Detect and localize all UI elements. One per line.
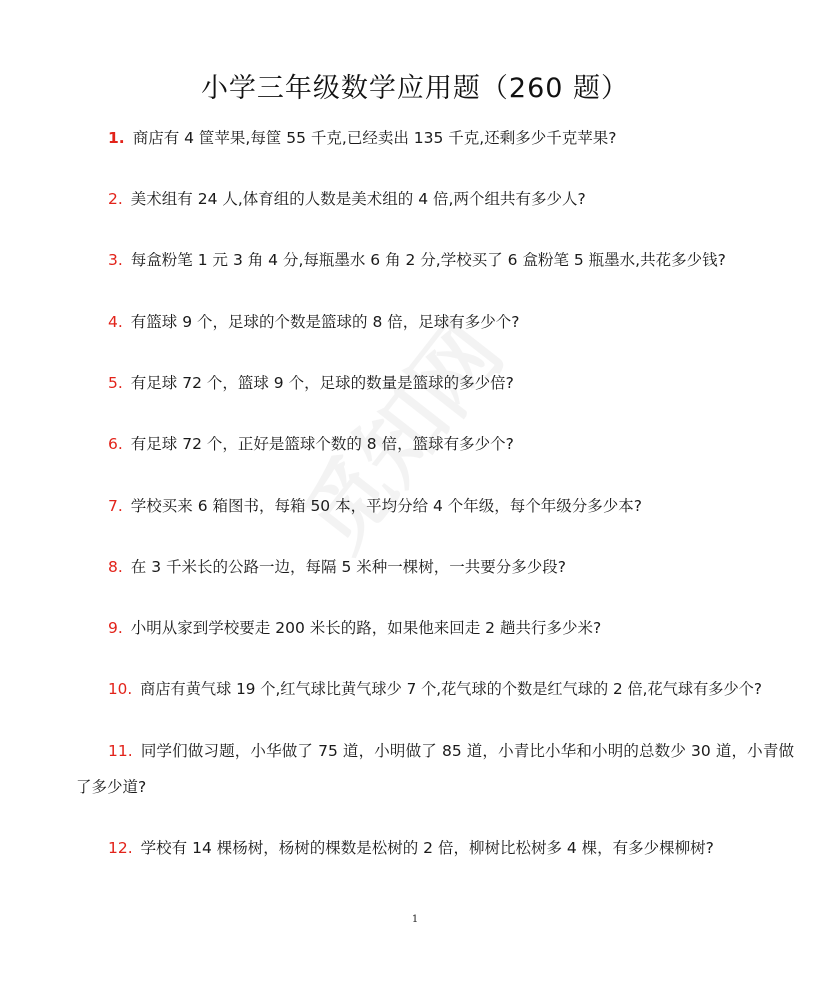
question-text: 每盒粉笔 1 元 3 角 4 分,每瓶墨水 6 角 2 分,学校买了 6 盒粉笔 5 瓶墨水,共花多少钱? (130, 251, 726, 269)
question-number: 10. (108, 680, 133, 698)
question-11 (76, 733, 794, 805)
question-number: 8. (108, 558, 123, 576)
question-2 (108, 181, 586, 217)
question-text: 学校买来 6 箱图书，每箱 50 本，平均分给 4 个年级，每个年级分多少本? (130, 497, 643, 515)
question-6 (108, 426, 514, 462)
question-text: 有足球 72 个，正好是篮球个数的 8 倍，篮球有多少个? (130, 435, 514, 453)
question-number: 6. (108, 435, 123, 453)
question-number: 9. (108, 619, 123, 637)
question-12 (108, 830, 714, 866)
question-5 (108, 365, 514, 401)
question-9 (108, 610, 601, 646)
question-7 (108, 488, 642, 524)
page-number: 1 (411, 914, 419, 925)
page-title: 小学三年级数学应用题（260 题） (200, 73, 630, 104)
question-number: 4. (108, 313, 123, 331)
question-text: 有足球 72 个，篮球 9 个，足球的数量是篮球的多少倍? (130, 374, 514, 392)
question-number: 11. (108, 742, 133, 760)
question-number: 5. (108, 374, 123, 392)
question-text: 学校有 14 棵杨树，杨树的棵数是松树的 2 倍，柳树比松树多 4 棵，有多少棵柳树? (140, 839, 714, 857)
question-number: 2. (108, 190, 123, 208)
question-10 (108, 671, 762, 707)
question-number: 1. (108, 129, 125, 147)
question-text: 同学们做习题，小华做了 75 道，小明做了 85 道，小青比小华和小明的总数少 30 道，小青做了多少道? (76, 742, 794, 796)
question-text: 在 3 千米长的公路一边，每隔 5 米种一棵树，一共要分多少段? (130, 558, 566, 576)
question-1 (108, 120, 616, 156)
question-number: 3. (108, 251, 123, 269)
question-text: 商店有 4 筐苹果,每筐 55 千克,已经卖出 135 千克,还剩多少千克苹果? (132, 129, 617, 147)
question-number: 12. (108, 839, 133, 857)
question-text: 有篮球 9 个，足球的个数是篮球的 8 倍，足球有多少个? (130, 313, 520, 331)
question-text: 美术组有 24 人,体育组的人数是美术组的 4 倍,两个组共有多少人? (130, 190, 586, 208)
question-8 (108, 549, 566, 585)
question-4 (108, 304, 519, 340)
question-text: 小明从家到学校要走 200 米长的路，如果他来回走 2 趟共行多少米? (130, 619, 602, 637)
question-text: 商店有黄气球 19 个,红气球比黄气球少 7 个,花气球的个数是红气球的 2 倍,花气球有多少个? (140, 680, 762, 698)
question-3 (108, 242, 726, 278)
question-number: 7. (108, 497, 123, 515)
